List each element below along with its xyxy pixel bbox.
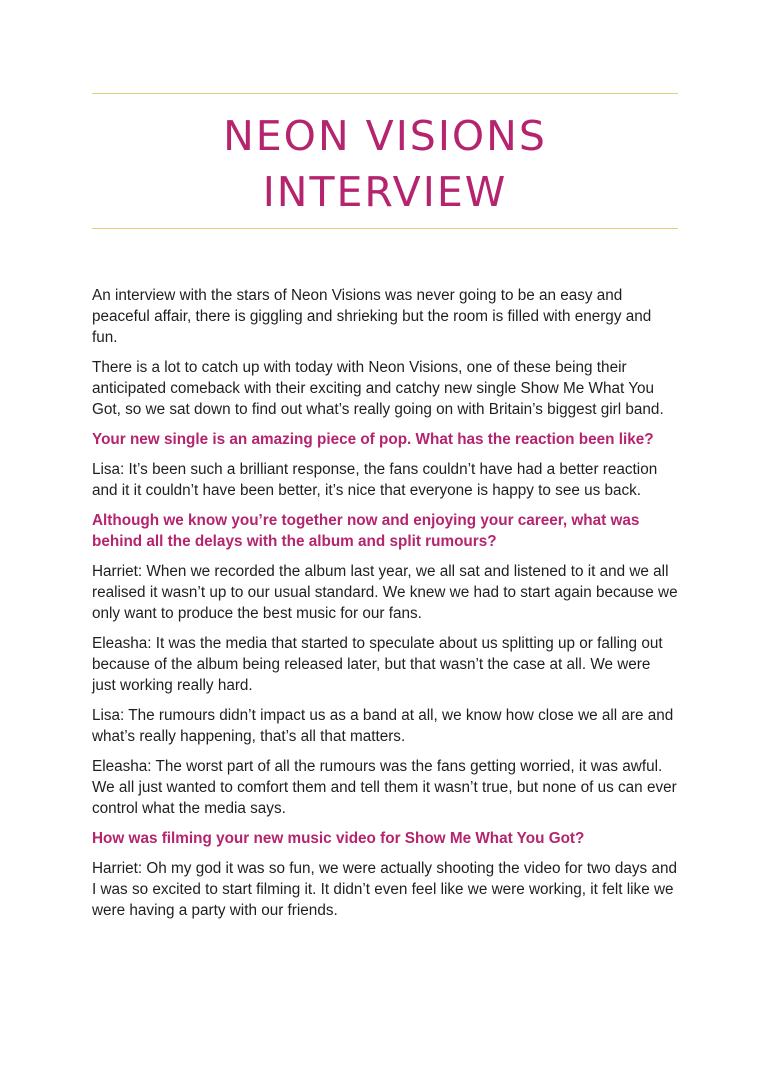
interview-question-2: Although we know you’re together now and enjoying your career, what was behind all the delays with the album and split rumours? [92,512,640,550]
interview-question-1: Your new single is an amazing piece of pop. What has the reaction been like? [92,431,654,448]
answer-harriet-2: Harriet: Oh my god it was so fun, we were actually shooting the video for two days and I was so excited to start filming it. It didn’t even feel like we were working, it felt like we were having a party with our friends. [92,860,677,919]
interview-question-3: How was filming your new music video for Show Me What You Got? [92,830,585,847]
answer-eleasha-1: Eleasha: It was the media that started to speculate about us splitting up or falling out because of the album being released later, but that wasn’t the case at all. We were just working really hard. [92,635,663,694]
title-rule-top [92,93,678,94]
intro-paragraph-1: An interview with the stars of Neon Visions was never going to be an easy and peaceful affair, there is giggling and shrieking but the room is filled with energy and fun. [92,287,652,346]
answer-lisa-1: Lisa: It’s been such a brilliant response, the fans couldn’t have had a better reaction and it it couldn’t have been better, it’s nice that everyone is happy to see us back. [92,461,658,499]
intro-paragraph-2: There is a lot to catch up with today with Neon Visions, one of these being their anticipated comeback with their exciting and catchy new single Show Me What You Got, so we sat down to find out what’s really going on with Britain’s biggest girl band. [92,359,664,418]
answer-harriet-1: Harriet: When we recorded the album last year, we all sat and listened to it and we all realised it wasn’t up to our usual standard. We knew we had to start again because we only want to produce the best music for our fans. [92,563,678,622]
title-rule-bottom [92,228,678,229]
answer-eleasha-2: Eleasha: The worst part of all the rumours was the fans getting worried, it was awful. We all just wanted to comfort them and tell them it wasn’t true, but none of us can ever control what the media says. [92,758,677,817]
title-line-1: NEON VISIONS [223,112,547,160]
page-title [92,108,678,220]
title-line-2: INTERVIEW [262,168,508,216]
answer-lisa-2: Lisa: The rumours didn’t impact us as a band at all, we know how close we all are and what’s really happening, that’s all that matters. [92,707,674,745]
article-body [92,285,678,930]
